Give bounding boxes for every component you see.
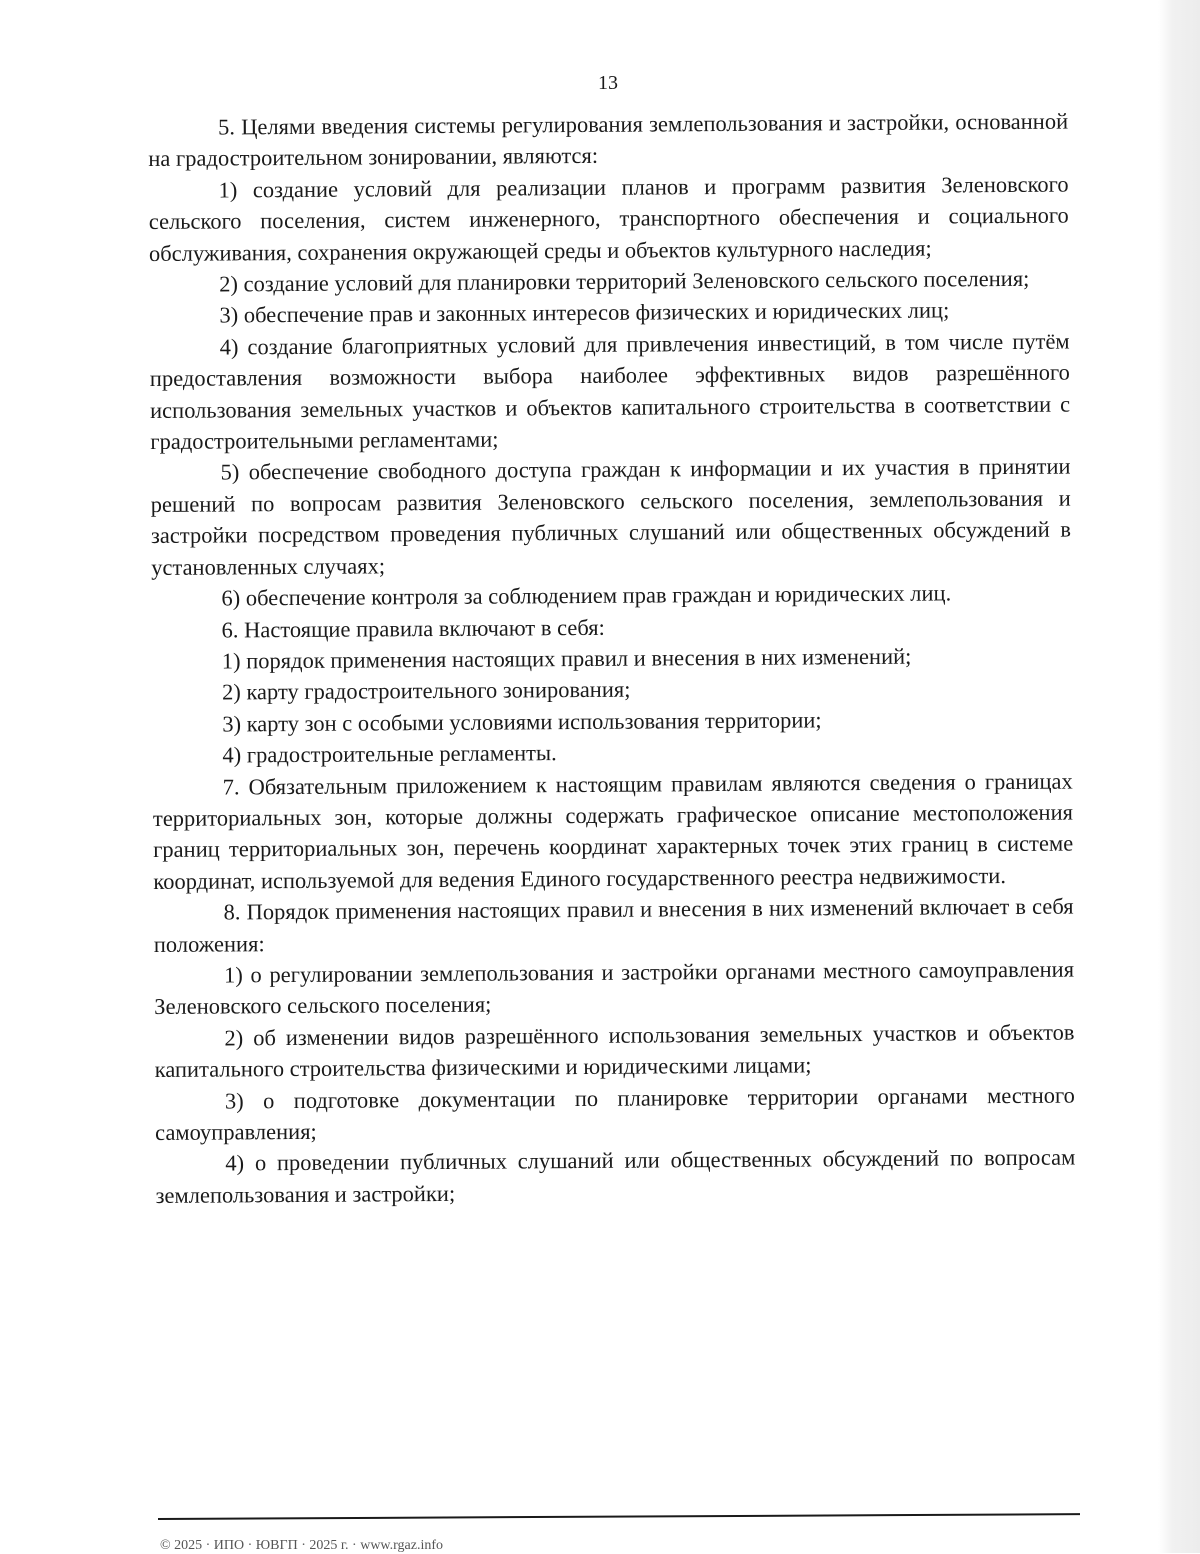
footer-note: © 2025 · ИПО · ЮВГП · 2025 г. · www.rgaz.info (160, 1538, 444, 1553)
goal-item-2: 2) создание условий для планировки территорий Зеленовского сельского поселения; (219, 265, 1030, 297)
procedure-item-4: 4) о проведении публичных слушаний или общественных обсуждений по вопросам землепользования и застройки; (155, 1144, 1076, 1208)
paragraph-8-procedure: 8. Порядок применения настоящих правил и внесения в них изменений включает в себя положения: (153, 893, 1074, 957)
paragraph-6-contents: 6. Настоящие правила включают в себя: (221, 614, 605, 642)
contents-item-3: 3) карту зон с особыми условиями использования территории; (222, 707, 822, 737)
procedure-item-3: 3) о подготовке документации по планировке территории органами местного самоуправления; (155, 1082, 1075, 1145)
goal-item-5: 5) обеспечение свободного доступа граждан к информации и их участия в принятии решений по вопросам развития Зеленовского сельского поселения, землепользования и застройки посредством проведения публичных слушаний или общественных обсуждений в установленных случаях; (150, 454, 1072, 580)
procedure-item-1: 1) о регулировании землепользования и застройки органами местного самоуправления Зеленовского сельского поселения; (154, 956, 1075, 1020)
document-body (148, 106, 1076, 1212)
procedure-item-2: 2) об изменении видов разрешённого использования земельных участков и объектов капитального строительства физическими и юридическими лицами; (154, 1019, 1075, 1083)
goal-item-1: 1) создание условий для реализации планов и программ развития Зеленовского сельского поселения, систем инженерного, транспортного обеспечения и социального обслуживания, сохранения окружающей среды и объектов культурного наследия; (148, 171, 1069, 266)
scan-edge-shadow (1158, 0, 1200, 1553)
contents-item-2: 2) карту градостроительного зонирования; (221, 676, 631, 705)
paragraph-5-goals: 5. Целями введения системы регулирования землепользования и застройки, основанной на градостроительном зонировании, являются: (148, 108, 1069, 172)
contents-item-1: 1) порядок применения настоящих правил и внесения в них изменений; (221, 643, 912, 674)
footer-divider (158, 1513, 1080, 1520)
paragraph-7-appendix: 7. Обязательным приложением к настоящим правилам являются сведения о границах территориальных зон, которые должны содержать графическое описание местоположения границ территориальных зон, перечень координат характерных точек этих границ в системе координат, используемой для ведения Единого государственного реестра недвижимости. (152, 768, 1074, 894)
goal-item-4: 4) создание благоприятных условий для привлечения инвестиций, в том числе путём предоставления возможности выбора наиболее эффективных видов разрешённого использования земельных участков и объектов капитального строительства в соответствии с градостроительными регламентами; (149, 328, 1071, 455)
goal-item-3: 3) обеспечение прав и законных интересов физических и юридических лиц; (219, 297, 950, 328)
contents-item-4: 4) градостроительные регламенты. (222, 740, 557, 768)
goal-item-6: 6) обеспечение контроля за соблюдением прав граждан и юридических лиц. (221, 580, 952, 611)
page-number: 13 (598, 72, 618, 94)
